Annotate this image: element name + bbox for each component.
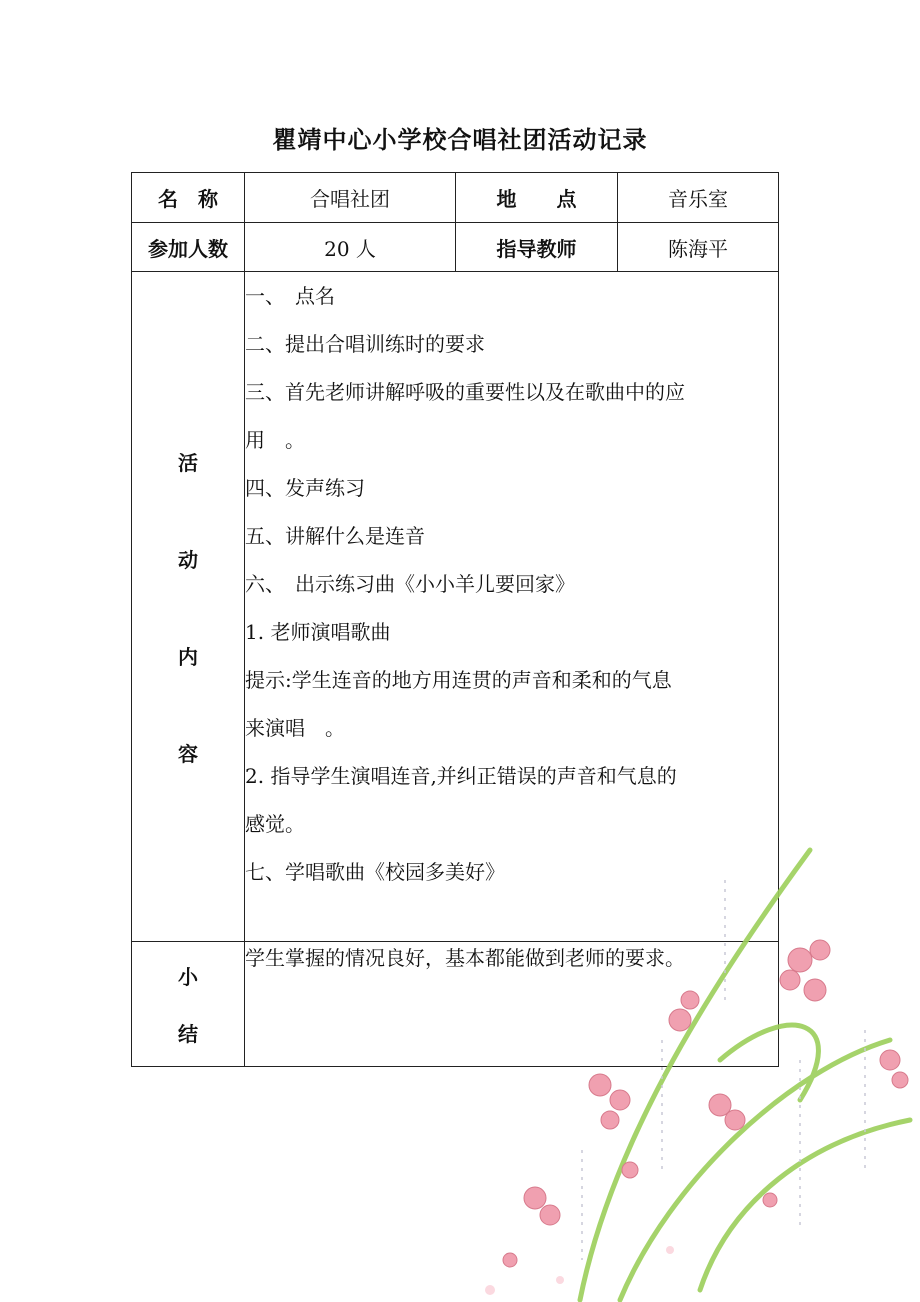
activity-line: 2. 指导学生演唱连音,并纠正错误的声音和气息的: [245, 764, 677, 788]
activity-line: 感觉。: [245, 812, 305, 836]
name-label: 名 称: [132, 173, 245, 223]
activity-label-char: 活: [178, 450, 198, 475]
place-value: 音乐室: [618, 173, 779, 223]
activity-label-char: 内: [178, 644, 198, 669]
activity-line: 四、发声练习: [245, 476, 365, 500]
activity-line: 三、首先老师讲解呼吸的重要性以及在歌曲中的应: [245, 380, 685, 404]
table-row: [132, 223, 779, 272]
blossom-decoration-icon: [470, 820, 920, 1302]
summary-label-char: 结: [178, 1022, 198, 1046]
summary-label-char: 小: [178, 965, 198, 989]
activity-label-char: 动: [178, 547, 198, 572]
place-label: 地 点: [456, 173, 618, 223]
activity-line: 一、 点名: [245, 284, 335, 308]
activity-line: 二、提出合唱训练时的要求: [245, 332, 485, 356]
activity-line: 七、学唱歌曲《校园多美好》: [245, 860, 505, 884]
summary-text: 学生掌握的情况良好，基本都能做到老师的要求。: [245, 942, 779, 1067]
table-row: [132, 173, 779, 223]
activity-line: 来演唱 。: [245, 716, 345, 740]
count-value: 20 人: [245, 223, 456, 272]
count-label: 参加人数: [132, 223, 245, 272]
activity-line: 五、讲解什么是连音: [245, 524, 425, 548]
teacher-value: 陈海平: [618, 223, 779, 272]
activity-line: 1. 老师演唱歌曲: [245, 620, 391, 644]
activity-label-cell: [132, 272, 245, 942]
activity-line: 提示:学生连音的地方用连贯的声音和柔和的气息: [245, 668, 672, 692]
teacher-label: 指导教师: [456, 223, 618, 272]
activity-line: 用 。: [245, 428, 305, 452]
activity-label-char: 容: [178, 741, 198, 766]
activity-line: 六、 出示练习曲《小小羊儿要回家》: [245, 572, 575, 596]
name-value: 合唱社团: [245, 173, 456, 223]
page-title: 瞿靖中心小学校合唱社团活动记录: [272, 126, 648, 154]
summary-label-cell: [132, 942, 245, 1067]
